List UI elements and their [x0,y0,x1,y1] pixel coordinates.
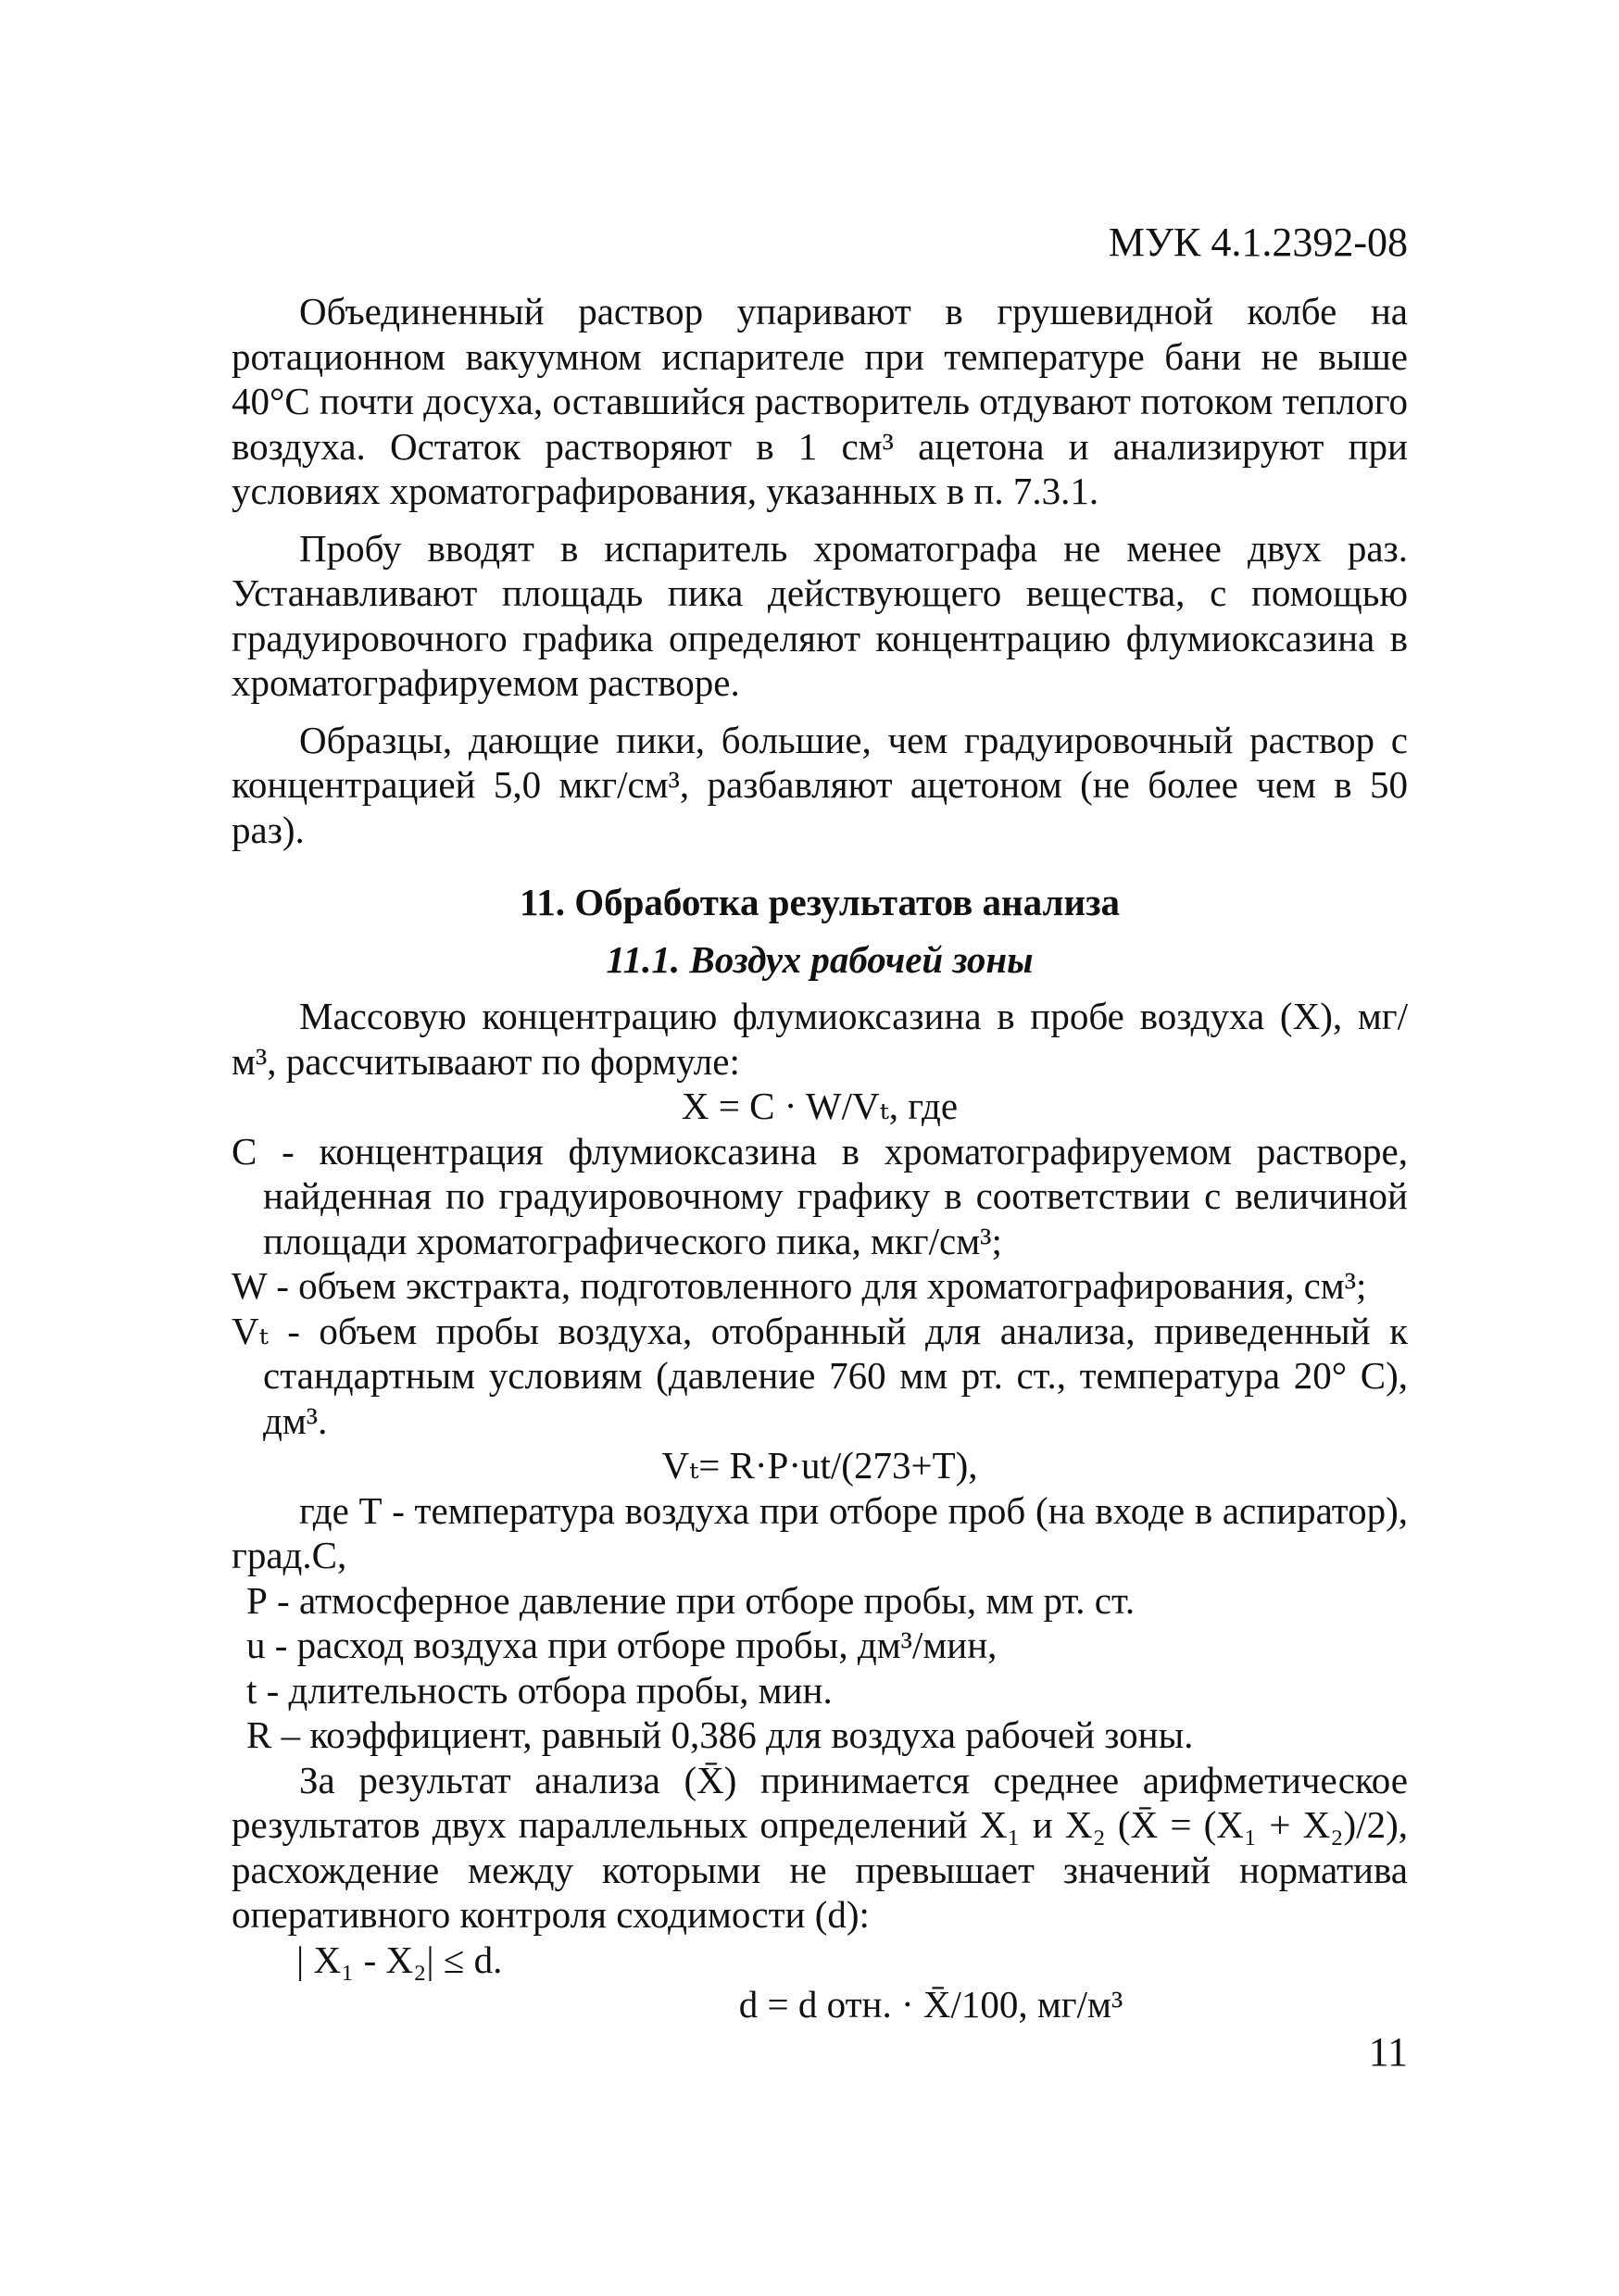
definition-p: Р - атмосферное давление при отборе пробы, мм рт. ст. [246,1578,1136,1622]
page-number: 11 [1368,2029,1408,2075]
definition-t-temperature: где Т - температура воздуха при отборе проб (на входе в аспиратор), град.С, [232,1488,1408,1576]
formula-x: X = C · W/Vₜ, где [681,1085,959,1127]
result-paragraph: За результат анализа (X̄) принимается среднее арифметическое результатов двух параллельных определений X₁ и X₂ (X̄ = (X₁ + X₂)/2), расхождение между которыми не превышает значений норматива оперативного контроля сходимости (d): [232,1758,1408,1936]
mass-concentration-intro: Массовую концентрацию флумиоксазина в пробе воздуха (X), мг/м³, рассчитываают по формуле: [232,995,1408,1083]
section-title: 11. Обработка результатов анализа [519,881,1121,923]
definition-r: R – коэффициент, равный 0,386 для воздуха рабочей зоны. [246,1713,1194,1756]
definition-t-duration: t - длительность отбора пробы, мин. [246,1668,833,1712]
definition-u: u - расход воздуха при отборе пробы, дм³/мин, [246,1624,998,1666]
page-content [232,289,1408,2027]
paragraph-injection: Пробу вводят в испаритель хроматографа не менее двух раз. Устанавливают площадь пика действующего вещества, с помощью градуировочного графика определяют концентрацию флумиоксазина в хроматографируемом растворе. [232,526,1408,704]
formula-vt: Vₜ= R·P·ut/(273+T), [661,1444,978,1487]
paragraph-evaporation: Объединенный раствор упаривают в грушевидной колбе на ротационном вакуумном испарителе при температуре бани не выше 40°С почти досуха, оставшийся растворитель отдувают потоком теплого воздуха. Остаток растворяют в 1 см³ ацетона и анализируют при условиях хроматографирования, указанных в п. 7.3.1. [232,290,1408,512]
document-code: МУК 4.1.2392-08 [1108,220,1408,265]
definition-w: W - объем экстракта, подготовленного для хроматографирования, см³; [232,1264,1367,1307]
formula-d: d = d отн. · X̄/100, мг/м³ [738,1983,1123,2026]
definition-vt: Vₜ - объем пробы воздуха, отобранный для анализа, приведенный к стандартным условиям (давление 760 мм рт. ст., температура 20° С), дм³. [232,1309,1408,1442]
subsection-title: 11.1. Воздух рабочей зоны [606,937,1034,981]
definition-c: С - концентрация флумиоксазина в хроматографируемом растворе, найденная по градуировочному графику в соответствии с величиной площади хроматографического пика, мкг/см³; [232,1129,1408,1262]
paragraph-dilution: Образцы, дающие пики, большие, чем градуировочный раствор с концентрацией 5,0 мкг/см³, разбавляют ацетоном (не более чем в 50 раз). [232,718,1408,851]
convergence-condition: | X₁ - X₂| ≤ d. [296,1938,503,1981]
